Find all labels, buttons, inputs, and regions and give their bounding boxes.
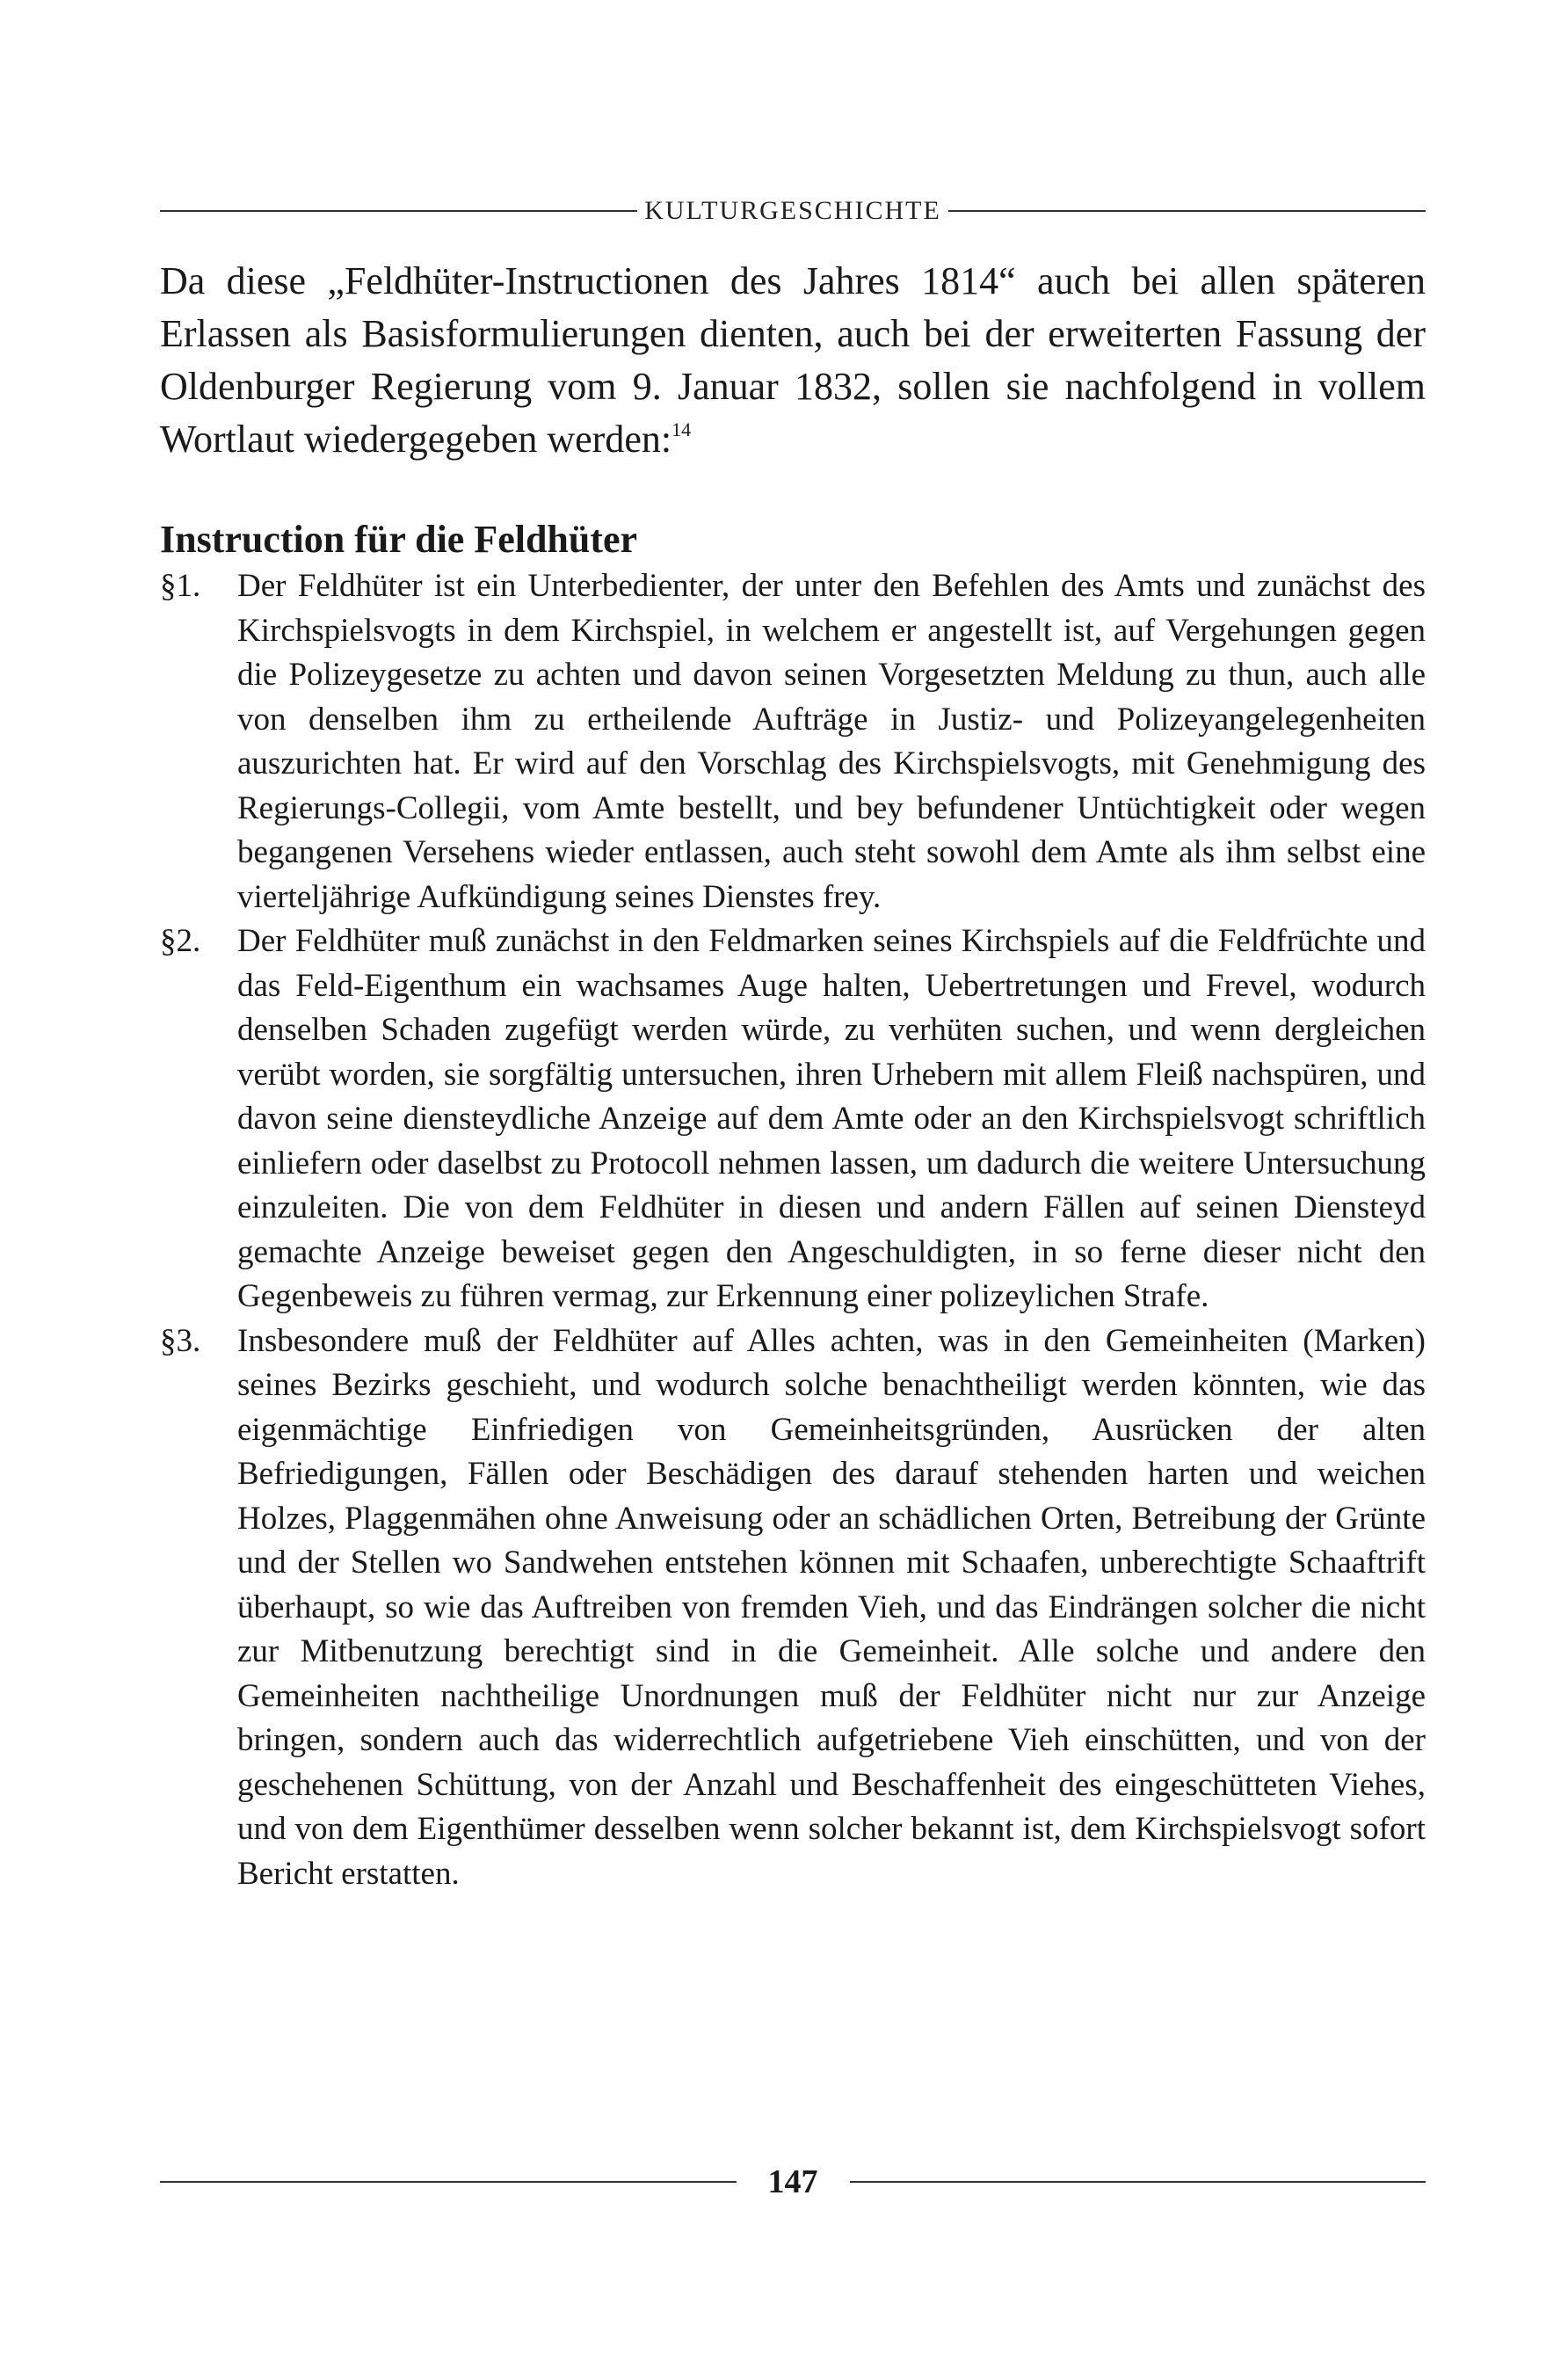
paragraph-number: §3. bbox=[160, 1322, 201, 1359]
paragraph-text: Insbesondere muß der Feldhüter auf Alles achten, was in den Gemeinheiten (Marken) seines Bezirks geschieht, und wodurch solche benachtheiligt werden könnten, wie das eigenmächtige Einfriedigen von Gemeinheitsgründen, Ausrücken der alten Befriedigungen, Fällen oder Beschädigen des darauf stehenden harten und weichen Holzes, Plaggenmähen ohne Anweisung oder an schädlichen Orten, Betreibung der Grünte und der Stellen wo Sandwehen entstehen können mit Schaafen, unberechtigte Schaaftrift überhaupt, so wie das Auftreiben von fremden Vieh, und das Eindrängen solcher die nicht zur Mitbenutzung berechtigt sind in die Gemeinheit. Alle solche und andere den Gemeinheiten nachtheilige Unordnungen muß der Feldhüter nicht nur zur Anzeige bringen, sondern auch das widerrechtlich aufgetriebene Vieh einschütten, und von der geschehenen Schüttung, von der Anzahl und Beschaffenheit des eingeschütteten Viehes, und von dem Eigenthümer desselben wenn solcher bekannt ist, dem Kirchspielsvogt sofort Bericht erstatten. bbox=[237, 1322, 1426, 1892]
section-heading: Instruction für die Feldhüter bbox=[160, 518, 638, 561]
header-rule-left bbox=[160, 210, 637, 212]
footer-rule-right bbox=[850, 2181, 1426, 2183]
paragraph-2 bbox=[160, 920, 1426, 1319]
running-title: KULTURGESCHICHTE bbox=[644, 196, 941, 225]
header-rule-right bbox=[948, 210, 1426, 212]
paragraph-1 bbox=[160, 564, 1426, 920]
page-number: 147 bbox=[767, 2163, 818, 2200]
paragraph-list bbox=[160, 564, 1426, 1896]
intro-paragraph bbox=[160, 255, 1426, 466]
page-footer bbox=[160, 2156, 1426, 2208]
footnote-reference[interactable]: 14 bbox=[671, 418, 692, 440]
running-header bbox=[160, 192, 1426, 230]
paragraph-3 bbox=[160, 1319, 1426, 1897]
paragraph-text: Der Feldhüter ist ein Unterbedienter, der unter den Befehlen des Amts und zunächst des Kirchspielsvogts in dem Kirchspiel, in welchem er angestellt ist, auf Vergehungen gegen die Polizeygesetze zu achten und davon seinen Vorgesetzten Meldung zu thun, auch alle von denselben ihm zu ertheilende Aufträge in Justiz- und Polizeyangelegenheiten auszurichten hat. Er wird auf den Vorschlag des Kirchspielsvogts, mit Genehmigung des Regierungs-Collegii, vom Amte bestellt, und bey befundener Untüchtigkeit oder wegen begangenen Versehens wieder entlassen, auch steht sowohl dem Amte als ihm selbst eine vierteljährige Aufkündigung seines Dienstes frey. bbox=[237, 568, 1426, 915]
intro-text: Da diese „Feldhüter-Instructionen des Jahres 1814“ auch bei allen späteren Erlassen als Basisformulierungen dienten, auch bei der erweiterten Fassung der Oldenburger Regierung vom 9. Januar 1832, sollen sie nachfolgend in vollem Wortlaut wiedergegeben werden: bbox=[160, 259, 1426, 461]
footer-rule-left bbox=[160, 2181, 737, 2183]
paragraph-text: Der Feldhüter muß zunächst in den Feldmarken seines Kirchspiels auf die Feldfrüchte und das Feld-Eigenthum ein wachsames Auge halten, Uebertretungen und Frevel, wodurch denselben Schaden zugefügt werden würde, zu verhüten suchen, und wenn dergleichen verübt worden, sie sorgfältig untersuchen, ihren Urhebern mit allem Fleiß nachspüren, und davon seine diensteydliche Anzeige auf dem Amte oder an den Kirchspielsvogt schriftlich einliefern oder daselbst zu Protocoll nehmen lassen, um dadurch die weitere Untersuchung einzuleiten. Die von dem Feldhüter in diesen und andern Fällen auf seinen Diensteyd gemachte Anzeige beweiset gegen den Angeschuldigten, in so ferne dieser nicht den Gegenbeweis zu führen vermag, zur Erkennung einer polizeylichen Strafe. bbox=[237, 923, 1426, 1314]
paragraph-number: §2. bbox=[160, 923, 201, 959]
paragraph-number: §1. bbox=[160, 568, 201, 604]
